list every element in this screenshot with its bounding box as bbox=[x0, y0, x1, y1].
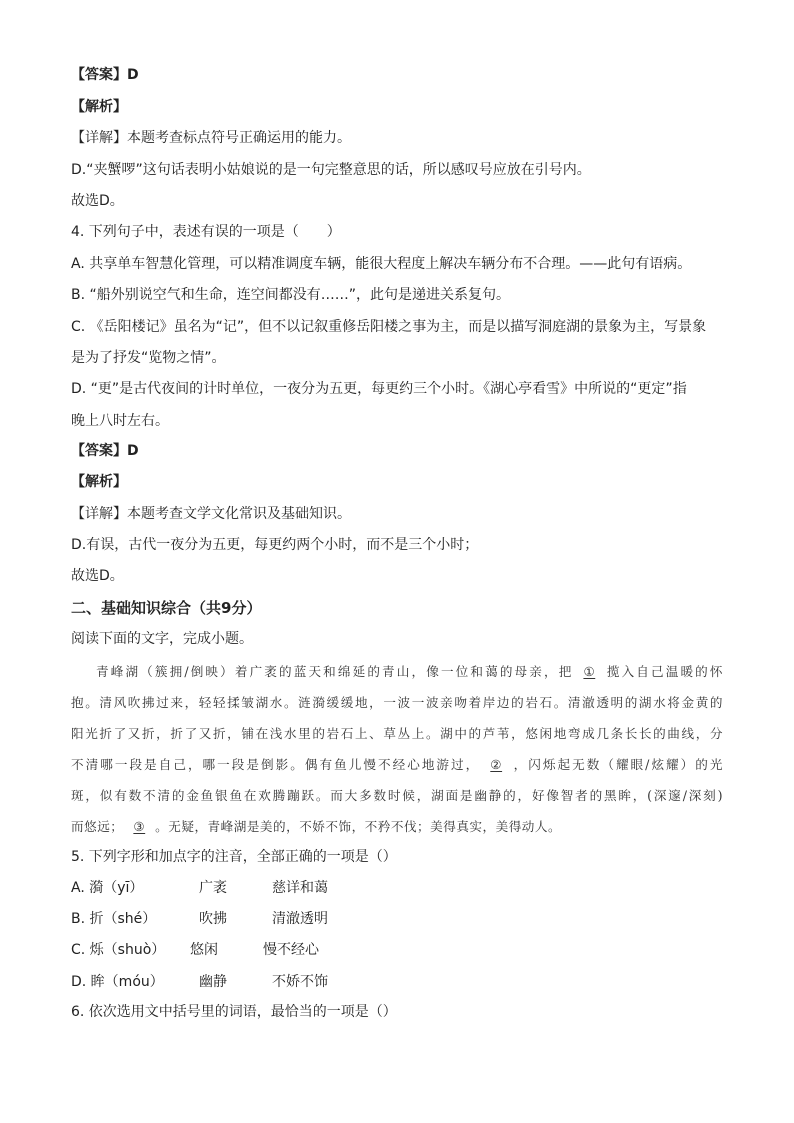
question-5-option-d-word-3: 不娇不饰 bbox=[272, 974, 328, 990]
detail-text-1: 【详解】本题考查标点符号正确运用的能力。 bbox=[71, 130, 351, 146]
question-5-option-d-word-1: D. 眸（móu） bbox=[71, 974, 164, 990]
answer-label-2: 【答案】D bbox=[71, 443, 139, 459]
question-5-stem: 5. 下列字形和加点字的注音，全部正确的一项是（） bbox=[71, 849, 397, 865]
passage-text: 青峰湖（簇拥/倒映）着广袤的蓝天和绵延的青山，像一位和蔼的母亲，把 bbox=[96, 664, 574, 679]
passage-text: ，闪烁起无数（耀眼/炫耀）的光 bbox=[512, 757, 723, 772]
conclusion-text-1: 故选D。 bbox=[71, 193, 124, 209]
question-5-option-c-word-3: 慢不经心 bbox=[263, 942, 319, 958]
explanation-text-2: D.有误，古代一夜分为五更，每更约两个小时，而不是三个小时； bbox=[71, 537, 479, 553]
passage-text: 揽入自己温暖的怀 bbox=[605, 664, 723, 679]
analysis-label-2: 【解析】 bbox=[71, 474, 127, 490]
question-5-option-a-word-2: 广袤 bbox=[199, 880, 227, 896]
question-4-stem: 4. 下列句子中，表述有误的一项是（ ） bbox=[71, 224, 341, 240]
question-5-option-b-word-1: B. 折（shé） bbox=[71, 911, 157, 927]
passage-row-4 bbox=[71, 749, 723, 780]
reading-passage bbox=[71, 656, 723, 842]
question-5-option-c-word-2: 悠闲 bbox=[190, 942, 218, 958]
passage-row-1 bbox=[71, 656, 723, 687]
passage-row-5: 斑，似有数不清的金鱼银鱼在欢腾蹦跃。而大多数时候，湖面是幽静的，好像智者的黑眸，(深邃/深刻) bbox=[71, 788, 723, 803]
question-4-option-d-line-2: 晚上八时左右。 bbox=[71, 413, 169, 429]
question-4-option-c-line-2: 是为了抒发“览物之情”。 bbox=[71, 350, 226, 366]
analysis-label-1: 【解析】 bbox=[71, 99, 127, 115]
question-5-option-b-word-2: 吹拂 bbox=[199, 911, 227, 927]
blank-2: ② bbox=[490, 757, 503, 772]
passage-row-6 bbox=[71, 811, 723, 842]
question-5-option-a-word-1: A. 漪（yī） bbox=[71, 880, 144, 896]
question-6-stem: 6. 依次选用文中括号里的词语，最恰当的一项是（） bbox=[71, 1004, 397, 1020]
question-4-option-d-line-1: D. “更”是古代夜间的计时单位，一夜分为五更，每更约三个小时。《湖心亭看雪》中所说的“更定”指 bbox=[71, 381, 687, 397]
question-5-option-c-word-1: C. 烁（shuò） bbox=[71, 942, 166, 958]
explanation-text-1: D.“夹蟹啰”这句话表明小姑娘说的是一句完整意思的话，所以感叹号应放在引号内。 bbox=[71, 162, 591, 178]
question-5-option-d-word-2: 幽静 bbox=[199, 974, 227, 990]
passage-text: 而悠远； bbox=[71, 819, 124, 834]
question-5-option-a-word-3: 慈详和蔼 bbox=[272, 880, 328, 896]
blank-3: ③ bbox=[133, 819, 146, 834]
passage-row-3: 阳光折了又折，折了又折，铺在浅水里的岩石上、草丛上。湖中的芦苇，悠闲地弯成几条长长的曲线，分 bbox=[71, 726, 723, 741]
passage-text: 不清哪一段是自己，哪一段是倒影。偶有鱼儿慢不经心地游过， bbox=[71, 757, 481, 772]
question-4-option-a: A. 共享单车智慧化管理，可以精准调度车辆，能很大程度上解决车辆分布不合理。——此句有语病。 bbox=[71, 256, 692, 272]
question-4-option-b: B. “船外别说空气和生命，连空间都没有……”，此句是递进关系复句。 bbox=[71, 287, 511, 303]
conclusion-text-2: 故选D。 bbox=[71, 568, 124, 584]
passage-row-2: 抱。清风吹拂过来，轻轻揉皱湖水。涟漪缓缓地，一波一波亲吻着岸边的岩石。清澈透明的湖水将金黄的 bbox=[71, 695, 723, 710]
section-instruction: 阅读下面的文字，完成小题。 bbox=[71, 631, 253, 647]
passage-text: 。无疑，青峰湖是美的，不娇不饰，不矜不伐；美得真实，美得动人。 bbox=[155, 819, 562, 834]
question-4-option-c-line-1: C. 《岳阳楼记》虽名为“记”，但不以记叙重修岳阳楼之事为主，而是以描写洞庭湖的景象为主，写景象 bbox=[71, 319, 707, 335]
section-title: 二、基础知识综合（共9分） bbox=[71, 599, 262, 617]
detail-text-2: 【详解】本题考查文学文化常识及基础知识。 bbox=[71, 506, 351, 522]
answer-label-1: 【答案】D bbox=[71, 67, 139, 83]
question-5-option-b-word-3: 清澈透明 bbox=[272, 911, 328, 927]
blank-1: ① bbox=[583, 664, 596, 679]
